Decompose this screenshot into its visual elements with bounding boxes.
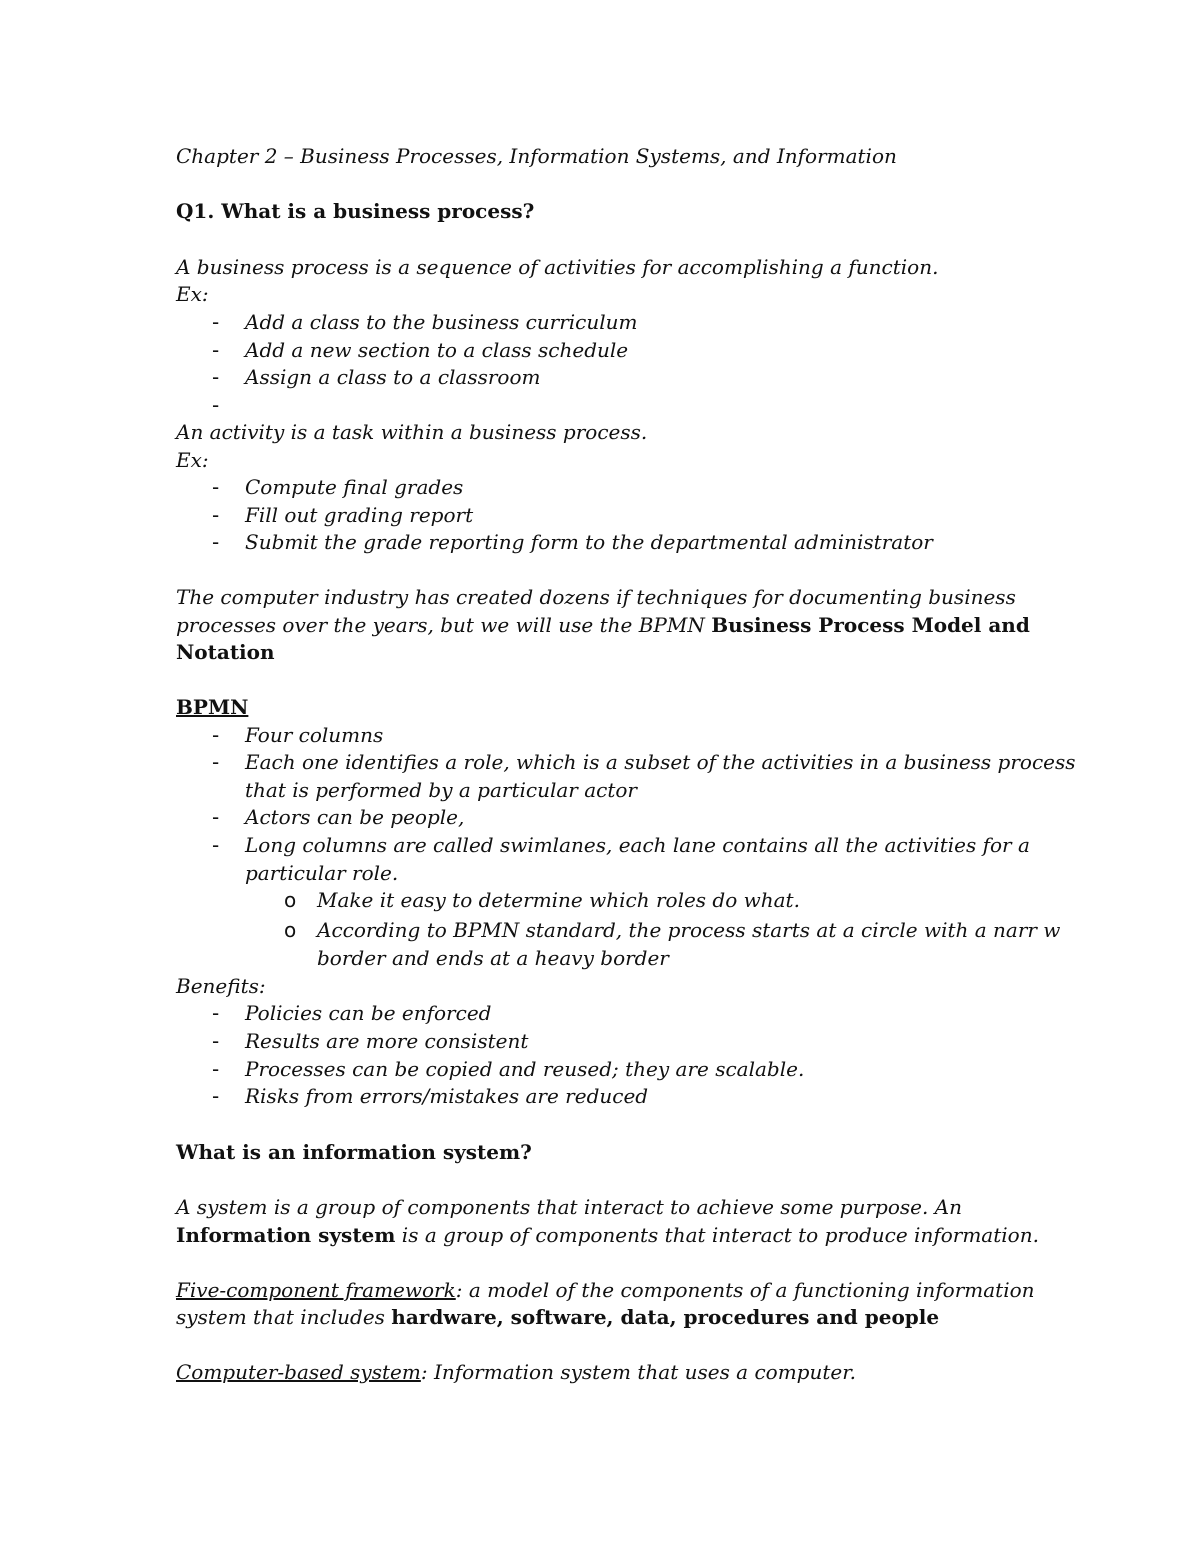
five-component-text: system that includes — [176, 1305, 392, 1329]
industry-paragraph-line1: The computer industry has created dozens if techniques for documenting business — [176, 585, 1016, 609]
dash-bullet: - — [212, 503, 220, 527]
five-component-line1 — [176, 1277, 1035, 1303]
q1-heading: Q1. What is a business process? — [176, 199, 535, 223]
list-item-text: Fill out grading report — [245, 503, 474, 527]
chapter-title: Chapter 2 – Business Processes, Information Systems, and Information — [176, 144, 897, 168]
computer-based-text: : Information system that uses a computer. — [420, 1360, 856, 1384]
activity-definition: An activity is a task within a business process. — [176, 420, 648, 444]
list-item-text: Risks from errors/mistakes are reduced — [245, 1084, 649, 1108]
sub-list-item-continuation: border and ends at a heavy border — [317, 946, 669, 970]
bpmn-full-name-end: Notation — [176, 640, 275, 664]
ex-label: Ex: — [176, 448, 209, 472]
circle-bullet: o — [284, 888, 297, 912]
circle-bullet: o — [284, 918, 297, 942]
dash-bullet: - — [212, 723, 220, 747]
list-item-continuation: that is performed by a particular actor — [245, 778, 637, 802]
five-component-text: : a model of the components of a functioning information — [455, 1278, 1035, 1302]
list-item-text: Submit the grade reporting form to the departmental administrator — [245, 530, 933, 554]
computer-based-term: Computer-based system — [176, 1360, 421, 1384]
dash-bullet: - — [212, 750, 220, 774]
industry-text: processes over the years, but we will use the BPMN — [176, 613, 705, 637]
list-item-text: Actors can be people, — [245, 805, 465, 829]
bpmn-heading: BPMN — [176, 695, 249, 719]
list-item-text: Processes can be copied and reused; they are scalable. — [245, 1057, 805, 1081]
business-process-definition: A business process is a sequence of activities for accomplishing a function. — [176, 255, 939, 279]
list-item-continuation: particular role. — [245, 861, 399, 885]
dash-bullet: - — [212, 393, 220, 417]
computer-based-system — [176, 1359, 856, 1385]
industry-paragraph-line2 — [176, 612, 1030, 638]
list-item-text: Each one identifies a role, which is a subset of the activities in a business process — [245, 750, 1076, 774]
list-item-text: Compute final grades — [245, 475, 464, 499]
sub-list-item-text: Make it easy to determine which roles do what. — [317, 888, 800, 912]
dash-bullet: - — [212, 1057, 220, 1081]
dash-bullet: - — [212, 338, 220, 362]
five-components-list: hardware, software, data, procedures and people — [391, 1305, 940, 1329]
bpmn-full-name: Business Process Model and — [711, 613, 1030, 637]
dash-bullet: - — [212, 833, 220, 857]
list-item-text: Four columns — [245, 723, 384, 747]
five-component-line2 — [176, 1304, 939, 1330]
list-item-text: Policies can be enforced — [245, 1001, 492, 1025]
info-system-heading: What is an information system? — [176, 1140, 532, 1164]
dash-bullet: - — [212, 530, 220, 554]
benefits-label: Benefits: — [176, 974, 266, 998]
list-item-text: Long columns are called swimlanes, each lane contains all the activities for a — [245, 833, 1030, 857]
info-system-definition — [176, 1222, 1039, 1248]
dash-bullet: - — [212, 1029, 220, 1053]
sub-list-item-text: According to BPMN standard, the process starts at a circle with a narr w — [317, 918, 1061, 942]
dash-bullet: - — [212, 1001, 220, 1025]
list-item-text: Add a class to the business curriculum — [245, 310, 638, 334]
dash-bullet: - — [212, 475, 220, 499]
system-definition: A system is a group of components that interact to achieve some purpose. An — [176, 1195, 962, 1219]
list-item-text: Results are more consistent — [245, 1029, 529, 1053]
five-component-term: Five-component framework — [176, 1278, 456, 1302]
ex-label: Ex: — [176, 282, 209, 306]
dash-bullet: - — [212, 805, 220, 829]
info-system-text: is a group of components that interact to produce information. — [395, 1223, 1039, 1247]
list-item-text: Add a new section to a class schedule — [245, 338, 629, 362]
dash-bullet: - — [212, 310, 220, 334]
info-system-term: Information system — [176, 1223, 396, 1247]
dash-bullet: - — [212, 365, 220, 389]
list-item-text: Assign a class to a classroom — [245, 365, 541, 389]
dash-bullet: - — [212, 1084, 220, 1108]
